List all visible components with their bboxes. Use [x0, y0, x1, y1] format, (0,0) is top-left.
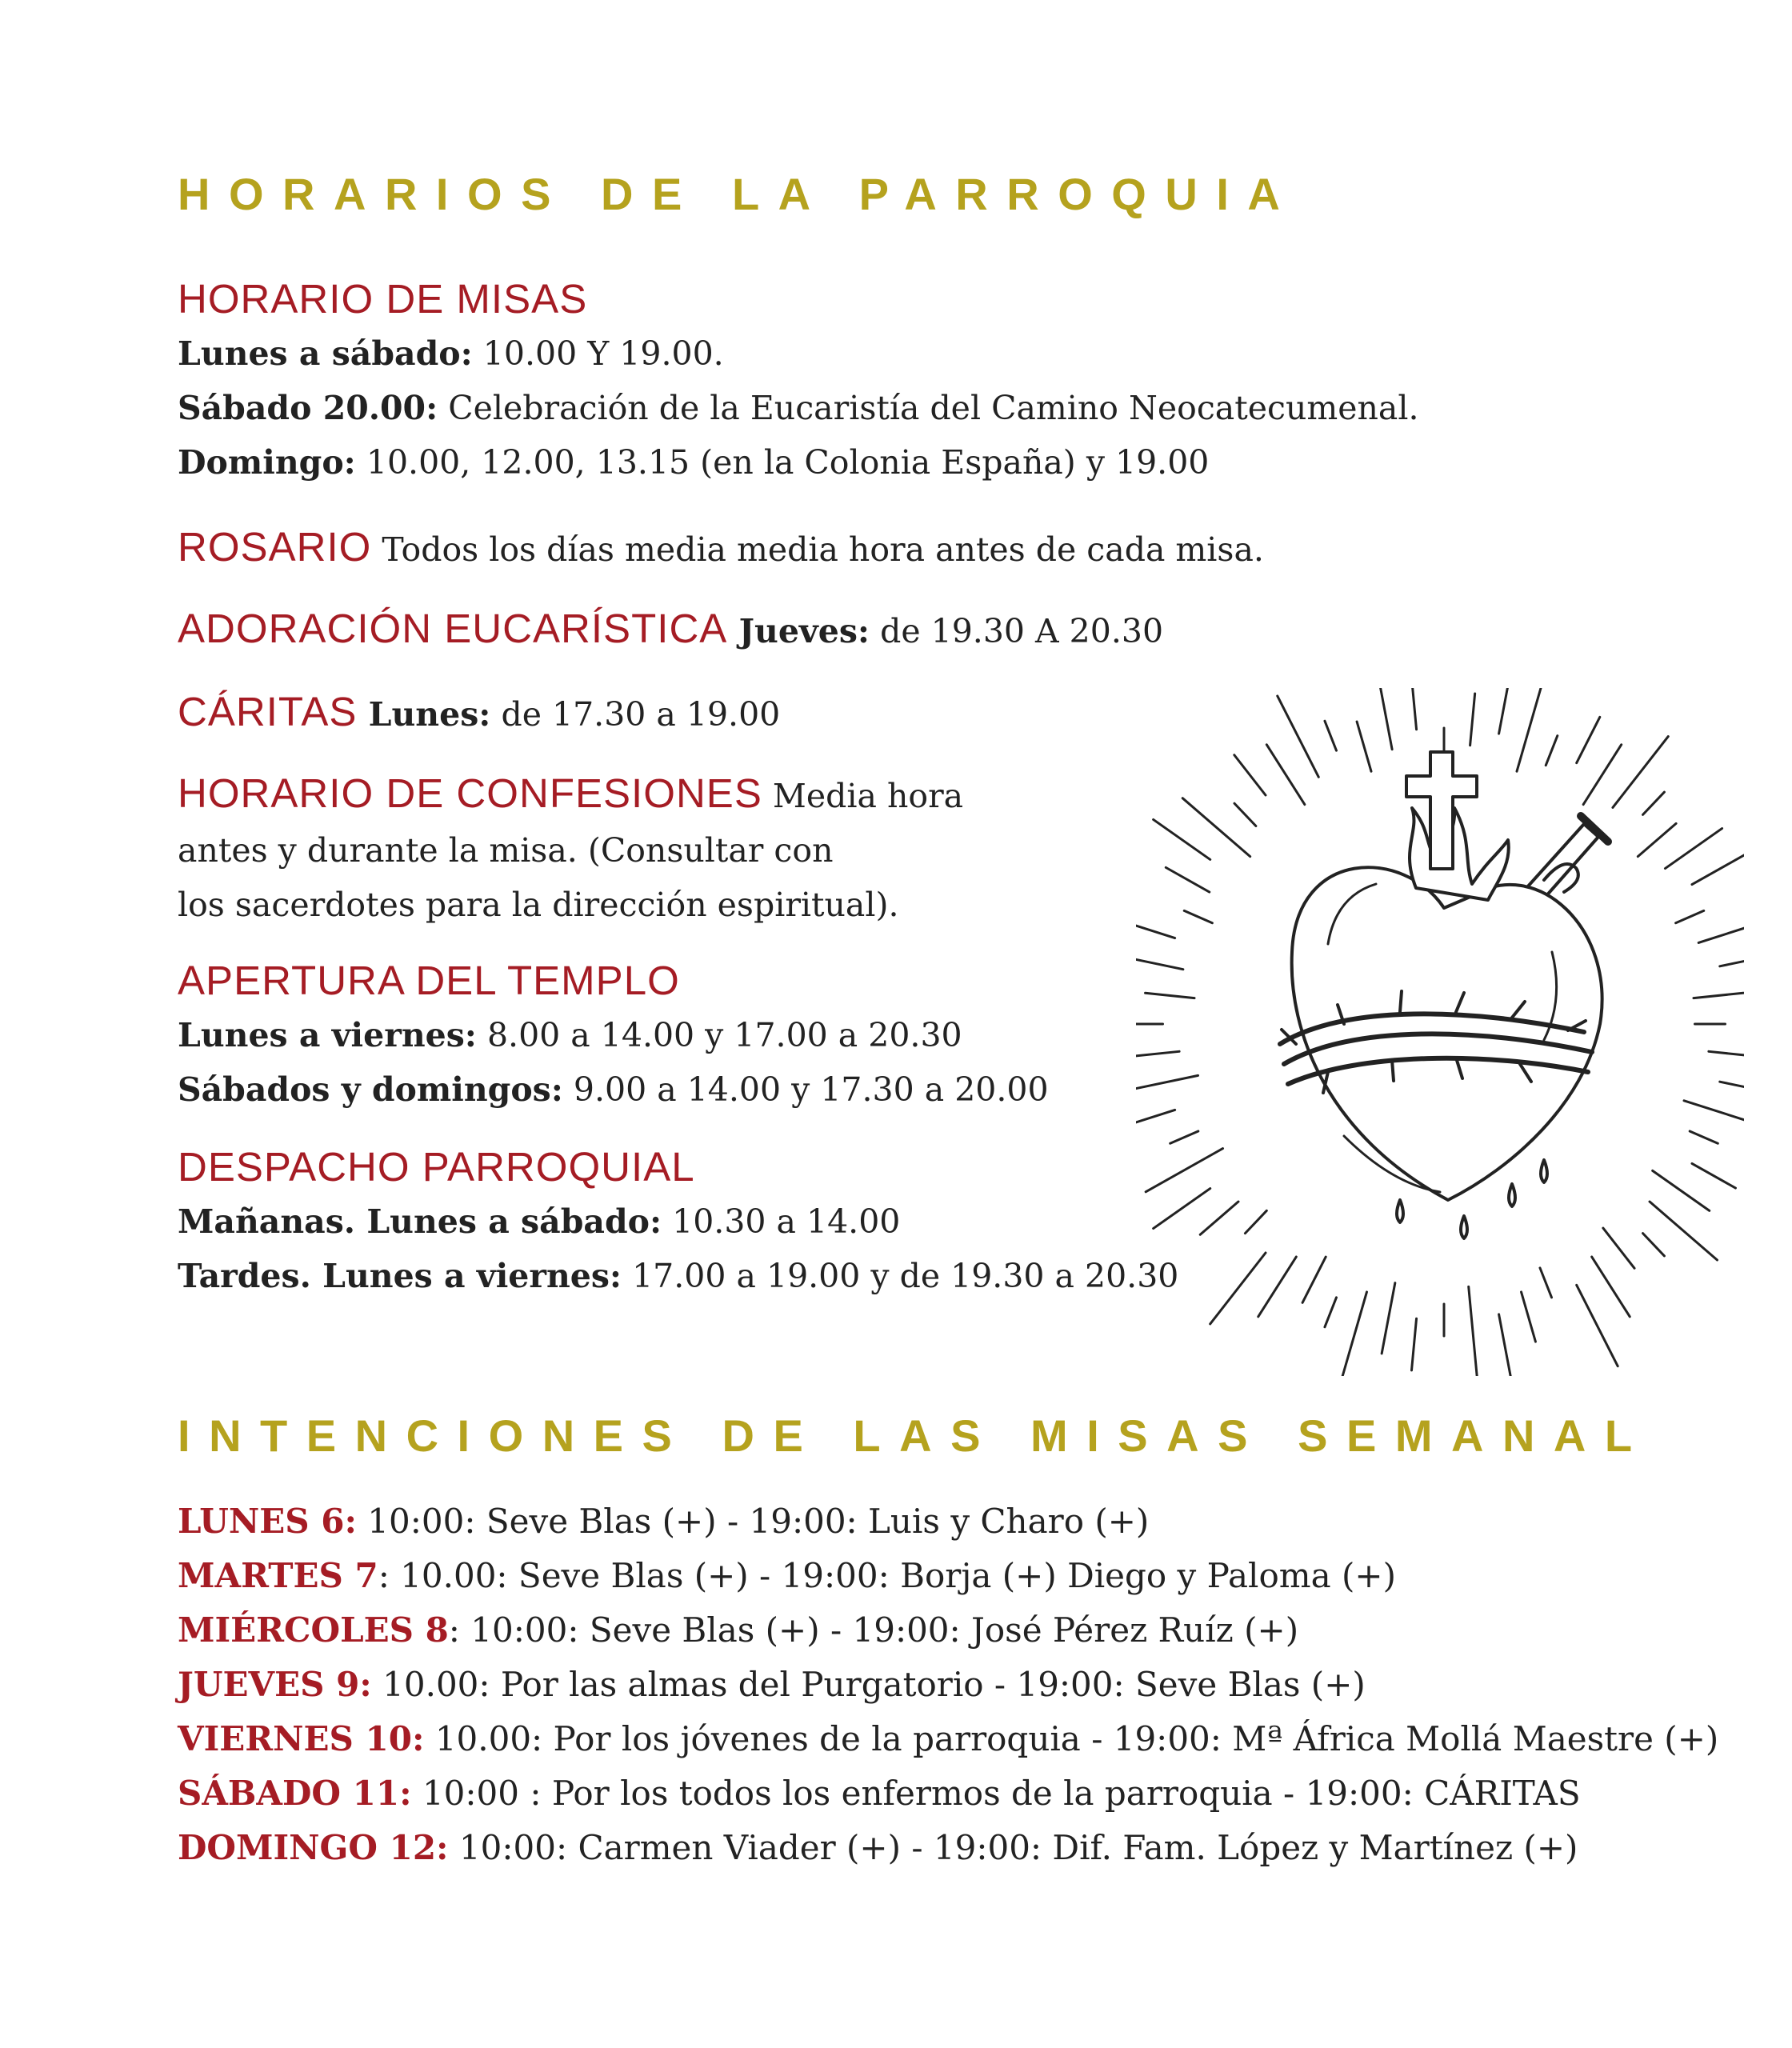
despacho-block: [178, 1140, 1178, 1303]
ray-line: [1469, 1286, 1478, 1376]
ray-line: [1720, 952, 1744, 966]
ray-line: [1698, 928, 1744, 943]
confesiones-block: [178, 766, 963, 932]
rosario-heading: ROSARIO: [178, 524, 372, 570]
ray-line: [1577, 1285, 1618, 1366]
ray-line: [1378, 688, 1392, 750]
caritas-block: [178, 685, 780, 742]
ray-line: [1583, 745, 1622, 805]
list-item: SÁBADO 11: 10:00 : Por los todos los enfermos de la parroquia - 19:00: CÁRITAS: [178, 1774, 1581, 1813]
ray-line: [1382, 1283, 1395, 1354]
ray-line: [1245, 1210, 1266, 1233]
ray-line: [1136, 1051, 1179, 1060]
despacho-line: Mañanas. Lunes a sábado: 10.30 a 14.00: [178, 1202, 901, 1241]
ray-line: [1166, 867, 1209, 892]
adoracion-block: [178, 602, 1163, 658]
adoracion-label: Jueves:: [727, 612, 870, 650]
ray-line: [1522, 1292, 1536, 1342]
ray-line: [1470, 694, 1475, 746]
ray-line: [1210, 1253, 1266, 1324]
misas-line: Sábado 20.00: Celebración de la Eucaristía del Camino Neocatecumenal.: [178, 389, 1419, 427]
caritas-heading: CÁRITAS: [178, 689, 358, 734]
misas-block: [178, 272, 1419, 490]
ray-line: [1136, 1075, 1198, 1090]
adoracion-heading: ADORACIÓN EUCARÍSTICA: [178, 606, 728, 651]
section-title-horarios: HORARIOS DE LA PARROQUIA: [178, 169, 1299, 219]
ray-line: [1690, 1131, 1718, 1143]
misas-heading: HORARIO DE MISAS: [178, 276, 588, 322]
ray-line: [1357, 722, 1371, 771]
ray-line: [1146, 993, 1194, 998]
ray-line: [1676, 910, 1704, 922]
ray-line: [1154, 1189, 1210, 1229]
ray-line: [1499, 688, 1513, 734]
ray-line: [1234, 803, 1256, 826]
ray-line: [1540, 1268, 1552, 1298]
ray-line: [1154, 819, 1210, 859]
apertura-line: Sábados y domingos: 9.00 a 14.00 y 17.30 a 20.00: [178, 1070, 1049, 1109]
apertura-line: Lunes a viernes: 8.00 a 14.00 y 17.00 a 20.30: [178, 1016, 962, 1054]
ray-line: [1234, 755, 1266, 795]
apertura-block: [178, 954, 1049, 1117]
ray-line: [1325, 721, 1337, 750]
adoracion-text: de 19.30 A 20.30: [870, 612, 1164, 650]
ray-line: [1342, 1292, 1367, 1376]
ray-line: [1577, 717, 1600, 762]
ray-line: [1665, 829, 1722, 869]
confesiones-text: antes y durante la misa. (Consultar con: [178, 831, 834, 870]
ray-line: [1408, 688, 1417, 730]
ray-line: [1170, 1131, 1198, 1143]
caritas-label: Lunes:: [357, 695, 491, 734]
list-item: VIERNES 10: 10.00: Por los jóvenes de la parroquia - 19:00: Mª África Mollá Maestre (+): [178, 1719, 1719, 1758]
ray-line: [1136, 955, 1183, 970]
ray-line: [1643, 792, 1665, 814]
sacred-heart-icon: [1136, 688, 1744, 1376]
ray-line: [1546, 736, 1558, 766]
ray-line: [1638, 823, 1676, 856]
ray-line: [1603, 1228, 1634, 1268]
ray-line: [1146, 1149, 1222, 1192]
ray-line: [1200, 1202, 1238, 1234]
ray-line: [1184, 910, 1212, 922]
ray-line: [1136, 1110, 1175, 1125]
ray-line: [1302, 1257, 1326, 1302]
rosario-block: [178, 520, 1264, 577]
ray-line: [1684, 1101, 1744, 1127]
ray-line: [1692, 841, 1744, 884]
ray-line: [1709, 1051, 1744, 1056]
section-title-intenciones: INTENCIONES DE LAS MISAS SEMANAL: [178, 1410, 1651, 1461]
ray-line: [1643, 1234, 1665, 1256]
ray-line: [1653, 1170, 1710, 1210]
misas-line: Domingo: 10.00, 12.00, 13.15 (en la Colonia España) y 19.00: [178, 443, 1210, 482]
ray-line: [1720, 1082, 1744, 1096]
ray-line: [1411, 1318, 1416, 1370]
confesiones-heading: HORARIO DE CONFESIONES: [178, 770, 762, 816]
list-item: JUEVES 9: 10.00: Por las almas del Purgatorio - 19:00: Seve Blas (+): [178, 1665, 1366, 1704]
caritas-text: de 17.30 a 19.00: [490, 695, 781, 734]
ray-line: [1592, 1257, 1630, 1317]
misas-line: Lunes a sábado: 10.00 Y 19.00.: [178, 334, 724, 373]
rosario-text: Todos los días media media hora antes de cada misa.: [371, 530, 1264, 569]
apertura-heading: APERTURA DEL TEMPLO: [178, 958, 680, 1003]
ray-line: [1499, 1314, 1513, 1376]
ray-line: [1266, 745, 1305, 805]
ray-line: [1517, 688, 1542, 771]
confesiones-text: los sacerdotes para la dirección espiritual).: [178, 886, 899, 924]
confesiones-text: Media hora: [762, 777, 964, 815]
ray-line: [1278, 696, 1319, 777]
list-item: MIÉRCOLES 8: 10:00: Seve Blas (+) - 19:00: José Pérez Ruíz (+): [178, 1610, 1299, 1650]
list-item: MARTES 7: 10.00: Seve Blas (+) - 19:00: Borja (+) Diego y Paloma (+): [178, 1556, 1396, 1595]
ray-line: [1694, 989, 1744, 998]
ray-line: [1692, 1163, 1735, 1188]
intenciones-list: [178, 1494, 1718, 1875]
ray-line: [1258, 1257, 1297, 1317]
despacho-heading: DESPACHO PARROQUIAL: [178, 1144, 695, 1190]
despacho-line: Tardes. Lunes a viernes: 17.00 a 19.00 y de 19.30 a 20.30: [178, 1257, 1179, 1295]
ray-line: [1325, 1298, 1337, 1327]
list-item: LUNES 6: 10:00: Seve Blas (+) - 19:00: Luis y Charo (+): [178, 1502, 1150, 1541]
ray-line: [1136, 911, 1175, 938]
list-item: DOMINGO 12: 10:00: Carmen Viader (+) - 19:00: Dif. Fam. López y Martínez (+): [178, 1828, 1578, 1867]
